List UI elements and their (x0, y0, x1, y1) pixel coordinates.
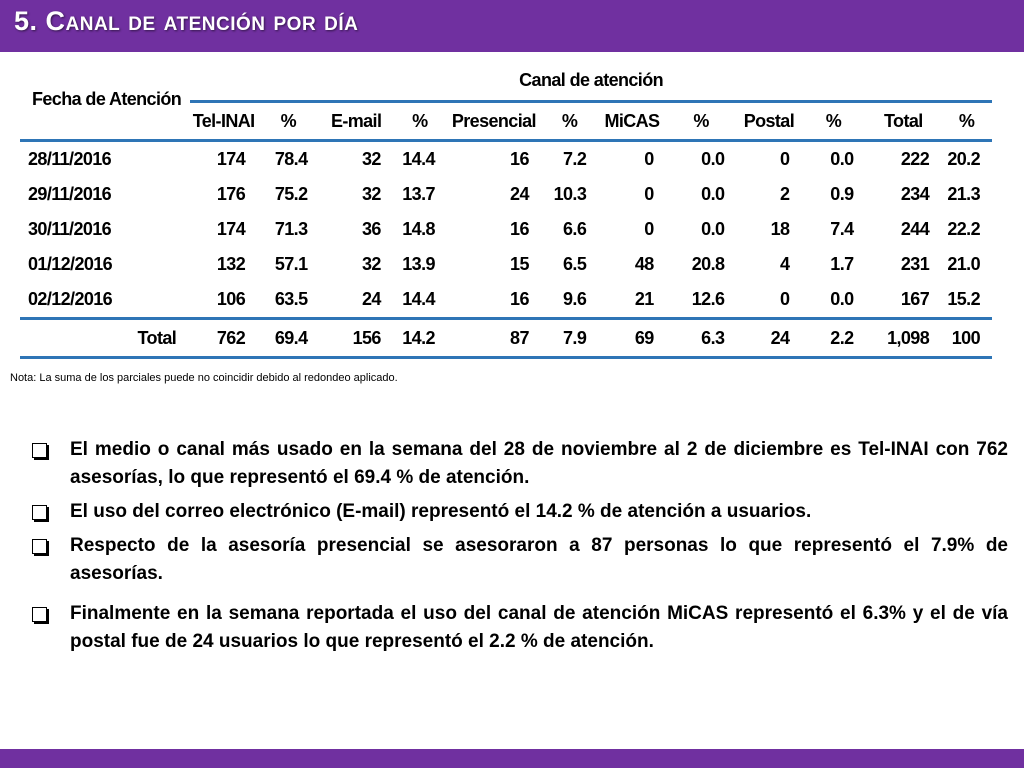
value-cell: 78.4 (257, 141, 319, 178)
value-cell: 4 (779, 254, 790, 274)
value-cell: 0 (644, 184, 654, 204)
table-total-row (20, 319, 992, 358)
header-pct: % (393, 102, 447, 141)
value-cell: 32 (361, 184, 381, 204)
value-cell: 1.7 (830, 254, 854, 274)
table-row (20, 282, 992, 319)
total-label: Total (20, 319, 190, 358)
value-cell: 0.9 (830, 184, 854, 204)
total-cell: 100 (941, 319, 992, 358)
value-cell: 32 (361, 254, 381, 274)
value-cell: 174 (190, 141, 257, 178)
total-cell: 7.9 (541, 319, 598, 358)
bullet-text: El uso del correo electrónico (E-mail) representó el 14.2 % de atención a usuarios. (70, 501, 812, 522)
value-cell: 9.6 (563, 289, 587, 309)
header-micas: MiCAS (598, 102, 665, 141)
value-cell: 0 (736, 141, 801, 178)
value-cell: 15 (510, 254, 529, 274)
bullet-item (30, 600, 1008, 656)
date-cell: 02/12/2016 (28, 289, 113, 309)
attention-table-container (20, 60, 992, 359)
total-cell: 156 (319, 319, 392, 358)
value-cell: 2 (779, 184, 790, 204)
value-cell: 0.0 (666, 141, 737, 178)
header-canal-group: Canal de atención (190, 60, 992, 102)
value-cell: 63.5 (274, 289, 308, 309)
bullet-text: El medio o canal más usado en la semana del 28 de noviembre al 2 de diciembre es Tel-INAI con 762 asesorías, lo que representó el 69.4 % de atención. (70, 439, 1008, 488)
total-cell: 69 (598, 319, 665, 358)
total-cell: 24 (736, 319, 801, 358)
value-cell: 13.9 (402, 254, 435, 274)
value-cell: 21 (634, 289, 654, 309)
value-cell: 167 (900, 289, 930, 309)
value-cell: 244 (900, 219, 930, 239)
value-cell: 14.4 (393, 141, 447, 178)
value-cell: 0.0 (701, 184, 725, 204)
header-pct: % (801, 102, 865, 141)
value-cell: 20.8 (691, 254, 725, 274)
header-email: E-mail (319, 102, 392, 141)
value-cell: 0 (644, 219, 654, 239)
value-cell: 75.2 (274, 184, 308, 204)
value-cell: 14.8 (402, 219, 435, 239)
value-cell: 21.0 (947, 254, 980, 274)
header-pct: % (941, 102, 992, 141)
table-body (20, 141, 992, 319)
bottom-bar (0, 749, 1024, 768)
value-cell: 234 (900, 184, 930, 204)
checkbox-bullet-icon (32, 505, 47, 520)
header-presencial: Presencial (447, 102, 541, 141)
header-total: Total (866, 102, 942, 141)
header-fecha: Fecha de Atención (32, 89, 182, 109)
header-pct: % (257, 102, 319, 141)
total-cell: 1,098 (866, 319, 942, 358)
value-cell: 32 (319, 141, 392, 178)
value-cell: 36 (361, 219, 381, 239)
value-cell: 12.6 (691, 289, 725, 309)
bullet-item (30, 498, 1008, 526)
attention-table (20, 60, 992, 359)
value-cell: 231 (900, 254, 930, 274)
value-cell: 222 (866, 141, 942, 178)
value-cell: 16 (510, 289, 529, 309)
value-cell: 0.0 (701, 219, 725, 239)
total-cell: 6.3 (666, 319, 737, 358)
value-cell: 0 (779, 289, 790, 309)
value-cell: 132 (216, 254, 246, 274)
checkbox-bullet-icon (32, 607, 47, 622)
value-cell: 16 (510, 219, 529, 239)
value-cell: 13.7 (402, 184, 435, 204)
value-cell: 174 (216, 219, 246, 239)
value-cell: 18 (770, 219, 790, 239)
date-cell: 01/12/2016 (28, 254, 113, 274)
value-cell: 20.2 (941, 141, 992, 178)
bullet-item (30, 436, 1008, 492)
value-cell: 106 (216, 289, 246, 309)
table-header-row-1 (20, 60, 992, 102)
value-cell: 16 (447, 141, 541, 178)
total-cell: 762 (190, 319, 257, 358)
header-pct: % (541, 102, 598, 141)
total-cell: 2.2 (801, 319, 865, 358)
checkbox-bullet-icon (32, 539, 47, 554)
slide-title: 5. Canal de atención por día (14, 6, 359, 36)
table-note: Nota: La suma de los parciales puede no coincidir debido al redondeo aplicado. (10, 372, 398, 384)
value-cell: 71.3 (274, 219, 308, 239)
value-cell: 24 (361, 289, 381, 309)
table-row (20, 177, 992, 212)
value-cell: 24 (510, 184, 529, 204)
value-cell: 6.6 (563, 219, 587, 239)
value-cell: 57.1 (274, 254, 308, 274)
table-row (20, 247, 992, 282)
value-cell: 0 (598, 141, 665, 178)
total-cell: 14.2 (393, 319, 447, 358)
table-row (20, 212, 992, 247)
value-cell: 10.3 (553, 184, 587, 204)
value-cell: 22.2 (947, 219, 980, 239)
value-cell: 15.2 (947, 289, 980, 309)
table-row (20, 141, 992, 178)
bullet-list (30, 436, 1008, 662)
value-cell: 6.5 (563, 254, 587, 274)
total-cell: 69.4 (257, 319, 319, 358)
value-cell: 48 (634, 254, 654, 274)
bullet-text: Finalmente en la semana reportada el uso del canal de atención MiCAS representó el 6.3% y el de vía postal fue de 24 usuarios lo que representó el 2.2 % de atención. (70, 603, 1008, 652)
total-cell: 87 (447, 319, 541, 358)
header-pct: % (666, 102, 737, 141)
bullet-text: Respecto de la asesoría presencial se asesoraron a 87 personas lo que representó el 7.9% de asesorías. (70, 535, 1008, 584)
value-cell: 14.4 (402, 289, 435, 309)
header-postal: Postal (736, 102, 801, 141)
header-tel-inai: Tel-INAI (190, 102, 257, 141)
checkbox-bullet-icon (32, 443, 47, 458)
value-cell: 7.2 (541, 141, 598, 178)
value-cell: 7.4 (830, 219, 854, 239)
value-cell: 21.3 (947, 184, 980, 204)
date-cell: 29/11/2016 (28, 184, 112, 204)
date-cell: 28/11/2016 (20, 141, 190, 178)
value-cell: 176 (216, 184, 246, 204)
value-cell: 0.0 (830, 289, 854, 309)
date-cell: 30/11/2016 (28, 219, 112, 239)
bullet-item (30, 532, 1008, 588)
value-cell: 0.0 (801, 141, 865, 178)
title-bar (0, 0, 1024, 52)
